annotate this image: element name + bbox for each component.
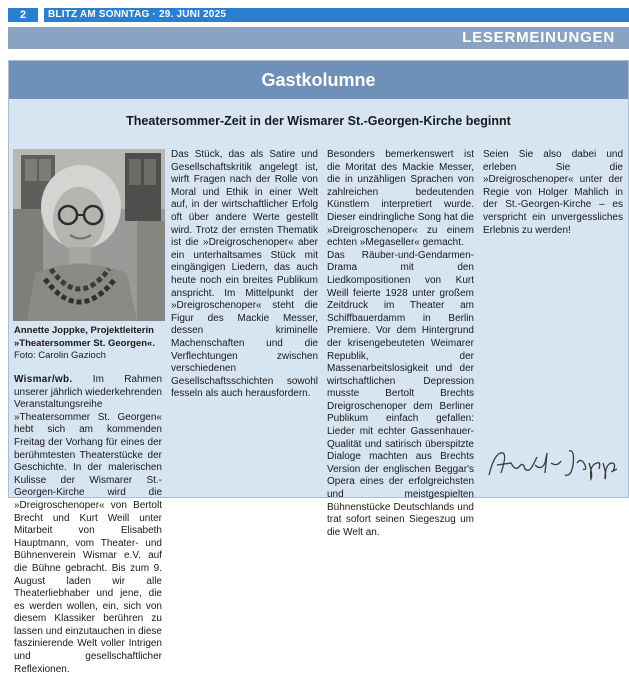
caption-credit: Foto: Carolin Gazioch [14,350,106,361]
photo-caption [14,325,168,363]
article-paragraph: Das Räuber-und-Gendarmen-Drama mit den Liedkompositionen von Kurt Weill feierte 1928 unter großem Zeitdruck im Theater am Schiffbauerdamm in Berlin Premiere. Vor dem Hintergrund der krisengebeuteten Weimarer Republik, der Massenarbeitslosigkeit und der wirtschaftlichen Depression musste Bertolt Brechts Dreigroschenoper dem Berliner Publikum einfach gefallen: Lieder mit echter Gassenhauer-Qualität und satirisch überspitzte Dialoge machten aus Brechts Version der englischen Beggar's Opera eines der erfolgreichsten und meistgespielten Bühnenstücke Deutschlands und trat sofort seinen Siegeszug um die Welt an. [327,249,474,538]
article-paragraph: Seien Sie also dabei und erleben Sie die »Dreigroschenoper« unter der Regie von Holger Mahlich in der St.-Georgen-Kirche – es verspricht ein unvergessliches Erlebnis zu werden! [483,149,623,236]
page-number: 2 [8,8,38,22]
column-kicker: Gastkolumne [261,70,376,90]
caption-name: Annette Joppke, Projektleiterin »Theatersommer St. Georgen«. [14,325,155,349]
section-band [8,27,629,49]
handwritten-signature-icon [485,445,621,481]
text-column-1 [14,374,162,676]
article-paragraph: Besonders bemerkenswert ist die Moritat des Mackie Messer, die in unzähligen Sprachen von zahlreichen bedeutenden Künstlern interpretiert wurde. Dieser eindringliche Song hat die »Dreigroschenoper« zu einem echten »Megaseller« gemacht. [327,149,474,249]
top-bar [0,8,629,22]
author-photo-illustration [13,149,165,321]
guest-column-panel [8,60,629,675]
dateline: Wismar/wb. [14,374,73,385]
article-headline: Theatersommer-Zeit in der Wismarer St.-Georgen-Kirche beginnt [126,114,511,128]
text-column-3 [327,149,474,539]
section-title: LESERMEINUNGEN [462,29,615,46]
text-column-4 [483,149,623,237]
article-paragraph [14,374,162,676]
paragraph-text: Im Rahmen unserer jährlich wiederkehrenden Veranstaltungsreihe »Theatersommer St. Georgen« hebt sich am kommenden Freitag der Vorhang für eines der berühmtesten Theaterstücke der Geschichte. In der malerischen Kulisse der Wismarer St.-Georgen-Kirche wird die »Dreigroschenoper« von Bertolt Brecht und Kurt Weill unter Mitarbeit von Elisabeth Hauptmann, vom Theater- und Bühnenverein Wismar e.V. auf die Bühne gebracht. Bis zum 9. August laden wir alle Theaterliebhaber und jene, die es werden wollen, ein, sich von diesem Klassiker berühren zu lassen und einzutauchen in diese faszinierende Welt voller Intrigen und gesellschaftlicher Reflexionen. [14,374,163,675]
text-column-2 [171,149,318,401]
column-header-band [9,61,628,99]
issue-line: BLITZ AM SONNTAG · 29. JUNI 2025 [44,8,629,22]
author-photo [13,149,165,321]
article-paragraph: Das Stück, das als Satire und Gesellschaftskritik angelegt ist, wirft Fragen nach der Rolle von Moral und Ethik in einer Welt auf, in der wirtschaftlicher Erfolg oft über andere Werte gestellt wird. Trotz der ernsten Thematik ist die »Dreigroschenoper« aber ein unterhaltsames Stück mit eingängigen Liedern, das auch heute noch ein breites Publikum anspricht. Im Mittelpunkt der »Dreigroschenoper« steht die Figur des Mackie Messer, dessen kriminelle Machenschaften und die Verflechtungen zwischen verschiedenen Gesellschaftsschichten sowohl fesseln als auch herausfordern. [171,149,318,400]
